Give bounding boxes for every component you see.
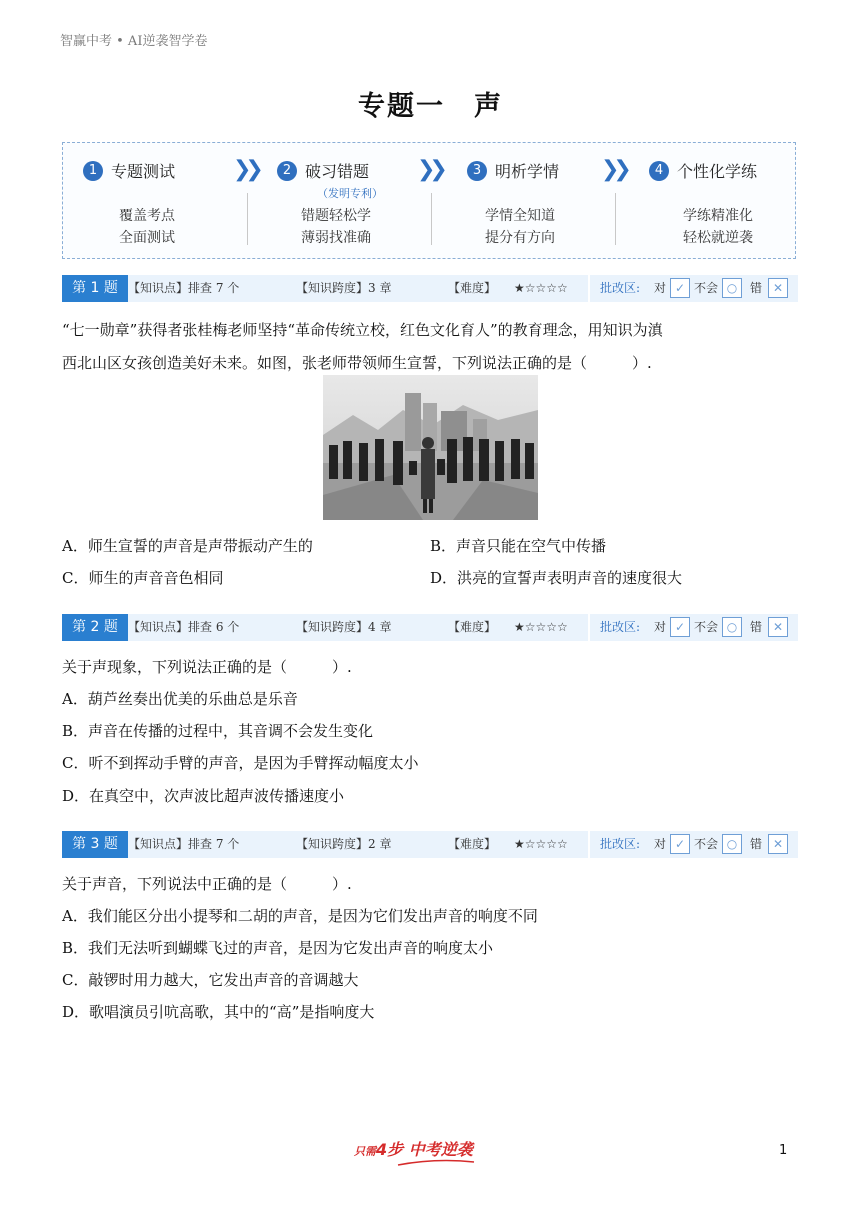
- question-2-option-c[interactable]: C．听不到挥动手臂的声音，是因为手臂挥动幅度太小: [62, 754, 419, 772]
- desc-line: 学练精准化: [683, 208, 753, 224]
- steps-banner: [62, 142, 796, 259]
- question-label: 第 3 题: [62, 831, 128, 858]
- slogan-swoosh: [396, 1159, 476, 1167]
- question-2-option-b[interactable]: B．声音在传播的过程中，其音调不会发生变化: [62, 722, 374, 740]
- knowledge-span: 【知识跨度】4 章: [296, 620, 392, 634]
- step-number: 3: [467, 161, 487, 181]
- question-3-stem: 关于声音，下列说法中正确的是（ ）.: [62, 875, 352, 893]
- check-icon[interactable]: ✓: [670, 617, 690, 637]
- cross-icon[interactable]: ✕: [768, 834, 788, 854]
- question-3-header: [62, 831, 798, 858]
- knowledge-span: 【知识跨度】2 章: [296, 837, 392, 851]
- page-title: 专题一 声: [358, 91, 503, 122]
- difficulty-label: 【难度】: [448, 281, 497, 295]
- step-4-desc: [683, 205, 753, 249]
- grade-unsure-label: 不会: [694, 620, 719, 634]
- question-1-option-c[interactable]: C．师生的声音音色相同: [62, 569, 224, 587]
- check-icon[interactable]: ✓: [670, 278, 690, 298]
- step-name: 专题测试: [111, 162, 176, 181]
- grade-zone-label: 批改区:: [600, 620, 641, 634]
- grade-wrong-label: 错: [750, 837, 763, 851]
- grade-wrong-label: 错: [750, 281, 763, 295]
- step-number: 2: [277, 161, 297, 181]
- header-brand: 智赢中考 • AI逆袭智学卷: [60, 34, 208, 49]
- desc-line: 错题轻松学: [301, 208, 371, 224]
- step-name: 破习错题: [305, 162, 370, 181]
- difficulty-stars: ★☆☆☆☆: [514, 620, 568, 634]
- grade-zone-label: 批改区:: [600, 281, 641, 295]
- step-1-desc: [119, 205, 175, 249]
- oath-photo: [323, 375, 538, 520]
- question-1-header: [62, 275, 798, 302]
- question-label: 第 1 题: [62, 275, 128, 302]
- question-2-option-d[interactable]: D．在真空中，次声波比超声波传播速度小: [62, 787, 345, 805]
- step-3-desc: [485, 205, 555, 249]
- desc-line: 薄弱找准确: [301, 230, 371, 246]
- stem-line: “七一勋章”获得者张桂梅老师坚持“革命传统立校，红色文化育人”的教育理念，用知识为滇: [62, 321, 663, 339]
- desc-line: 提分有方向: [485, 230, 555, 246]
- chevron-right-icon: ❯❯: [233, 157, 258, 182]
- step-2: [277, 159, 383, 200]
- question-2-header: [62, 614, 798, 641]
- question-meta: [128, 275, 588, 302]
- grade-right-label: 对: [654, 620, 667, 634]
- difficulty-stars: ★☆☆☆☆: [514, 837, 568, 851]
- step-2-desc: [301, 205, 371, 249]
- knowledge-count: 【知识点】排查 7 个: [128, 281, 240, 295]
- desc-line: 全面测试: [119, 230, 175, 246]
- desc-line: 轻松就逆袭: [683, 230, 753, 246]
- question-1-option-a[interactable]: A．师生宣誓的声音是声带振动产生的: [62, 537, 313, 555]
- difficulty-stars: ★☆☆☆☆: [514, 281, 568, 295]
- question-label: 第 2 题: [62, 614, 128, 641]
- grade-unsure-label: 不会: [694, 837, 719, 851]
- step-number: 1: [83, 161, 103, 181]
- grading-area: [590, 831, 798, 858]
- check-icon[interactable]: ✓: [670, 834, 690, 854]
- question-2-option-a[interactable]: A．葫芦丝奏出优美的乐曲总是乐音: [62, 690, 298, 708]
- question-3-option-a[interactable]: A．我们能区分出小提琴和二胡的声音，是因为它们发出声音的响度不同: [62, 907, 538, 925]
- step-sub: （发明专利）: [317, 187, 383, 200]
- grade-right-label: 对: [654, 281, 667, 295]
- question-meta: [128, 614, 588, 641]
- step-3: [467, 159, 559, 182]
- question-1-option-d[interactable]: D．洪亮的宣誓声表明声音的速度很大: [430, 569, 683, 587]
- grade-unsure-label: 不会: [694, 281, 719, 295]
- difficulty-label: 【难度】: [448, 837, 497, 851]
- step-4: [649, 159, 757, 182]
- divider: [431, 193, 432, 245]
- grade-zone-label: 批改区:: [600, 837, 641, 851]
- question-1-stem: [62, 314, 800, 380]
- question-1-option-b[interactable]: B．声音只能在空气中传播: [430, 537, 607, 555]
- grade-wrong-label: 错: [750, 620, 763, 634]
- question-2-stem: 关于声现象，下列说法正确的是（ ）.: [62, 658, 352, 676]
- cross-icon[interactable]: ✕: [768, 617, 788, 637]
- slogan-small: 只需: [354, 1145, 376, 1158]
- question-3-option-b[interactable]: B．我们无法听到蝴蝶飞过的声音，是因为它发出声音的响度太小: [62, 939, 494, 957]
- question-3-option-d[interactable]: D．歌唱演员引吭高歌，其中的“高”是指响度大: [62, 1003, 375, 1021]
- circle-icon[interactable]: ○: [722, 617, 742, 637]
- page-number: 1: [779, 1143, 788, 1158]
- knowledge-count: 【知识点】排查 6 个: [128, 620, 240, 634]
- step-name: 明析学情: [495, 162, 560, 181]
- knowledge-span: 【知识跨度】3 章: [296, 281, 392, 295]
- step-number: 4: [649, 161, 669, 181]
- divider: [247, 193, 248, 245]
- slogan-steps: 4步: [376, 1140, 404, 1159]
- desc-line: 覆盖考点: [119, 208, 175, 224]
- divider: [615, 193, 616, 245]
- grading-area: [590, 614, 798, 641]
- desc-line: 学情全知道: [485, 208, 555, 224]
- step-name: 个性化学练: [677, 162, 758, 181]
- question-3-option-c[interactable]: C．敲锣时用力越大，它发出声音的音调越大: [62, 971, 359, 989]
- knowledge-count: 【知识点】排查 7 个: [128, 837, 240, 851]
- slogan-main: 中考逆袭: [408, 1140, 473, 1159]
- chevron-right-icon: ❯❯: [417, 157, 442, 182]
- difficulty-label: 【难度】: [448, 620, 497, 634]
- stem-line: 西北山区女孩创造美好未来。如图，张老师带领师生宣誓，下列说法正确的是（ ）.: [62, 354, 652, 372]
- grading-area: [590, 275, 798, 302]
- step-1: [83, 159, 175, 182]
- cross-icon[interactable]: ✕: [768, 278, 788, 298]
- grade-right-label: 对: [654, 837, 667, 851]
- circle-icon[interactable]: ○: [722, 278, 742, 298]
- circle-icon[interactable]: ○: [722, 834, 742, 854]
- chevron-right-icon: ❯❯: [601, 157, 626, 182]
- question-meta: [128, 831, 588, 858]
- footer-slogan-logo: [354, 1137, 473, 1160]
